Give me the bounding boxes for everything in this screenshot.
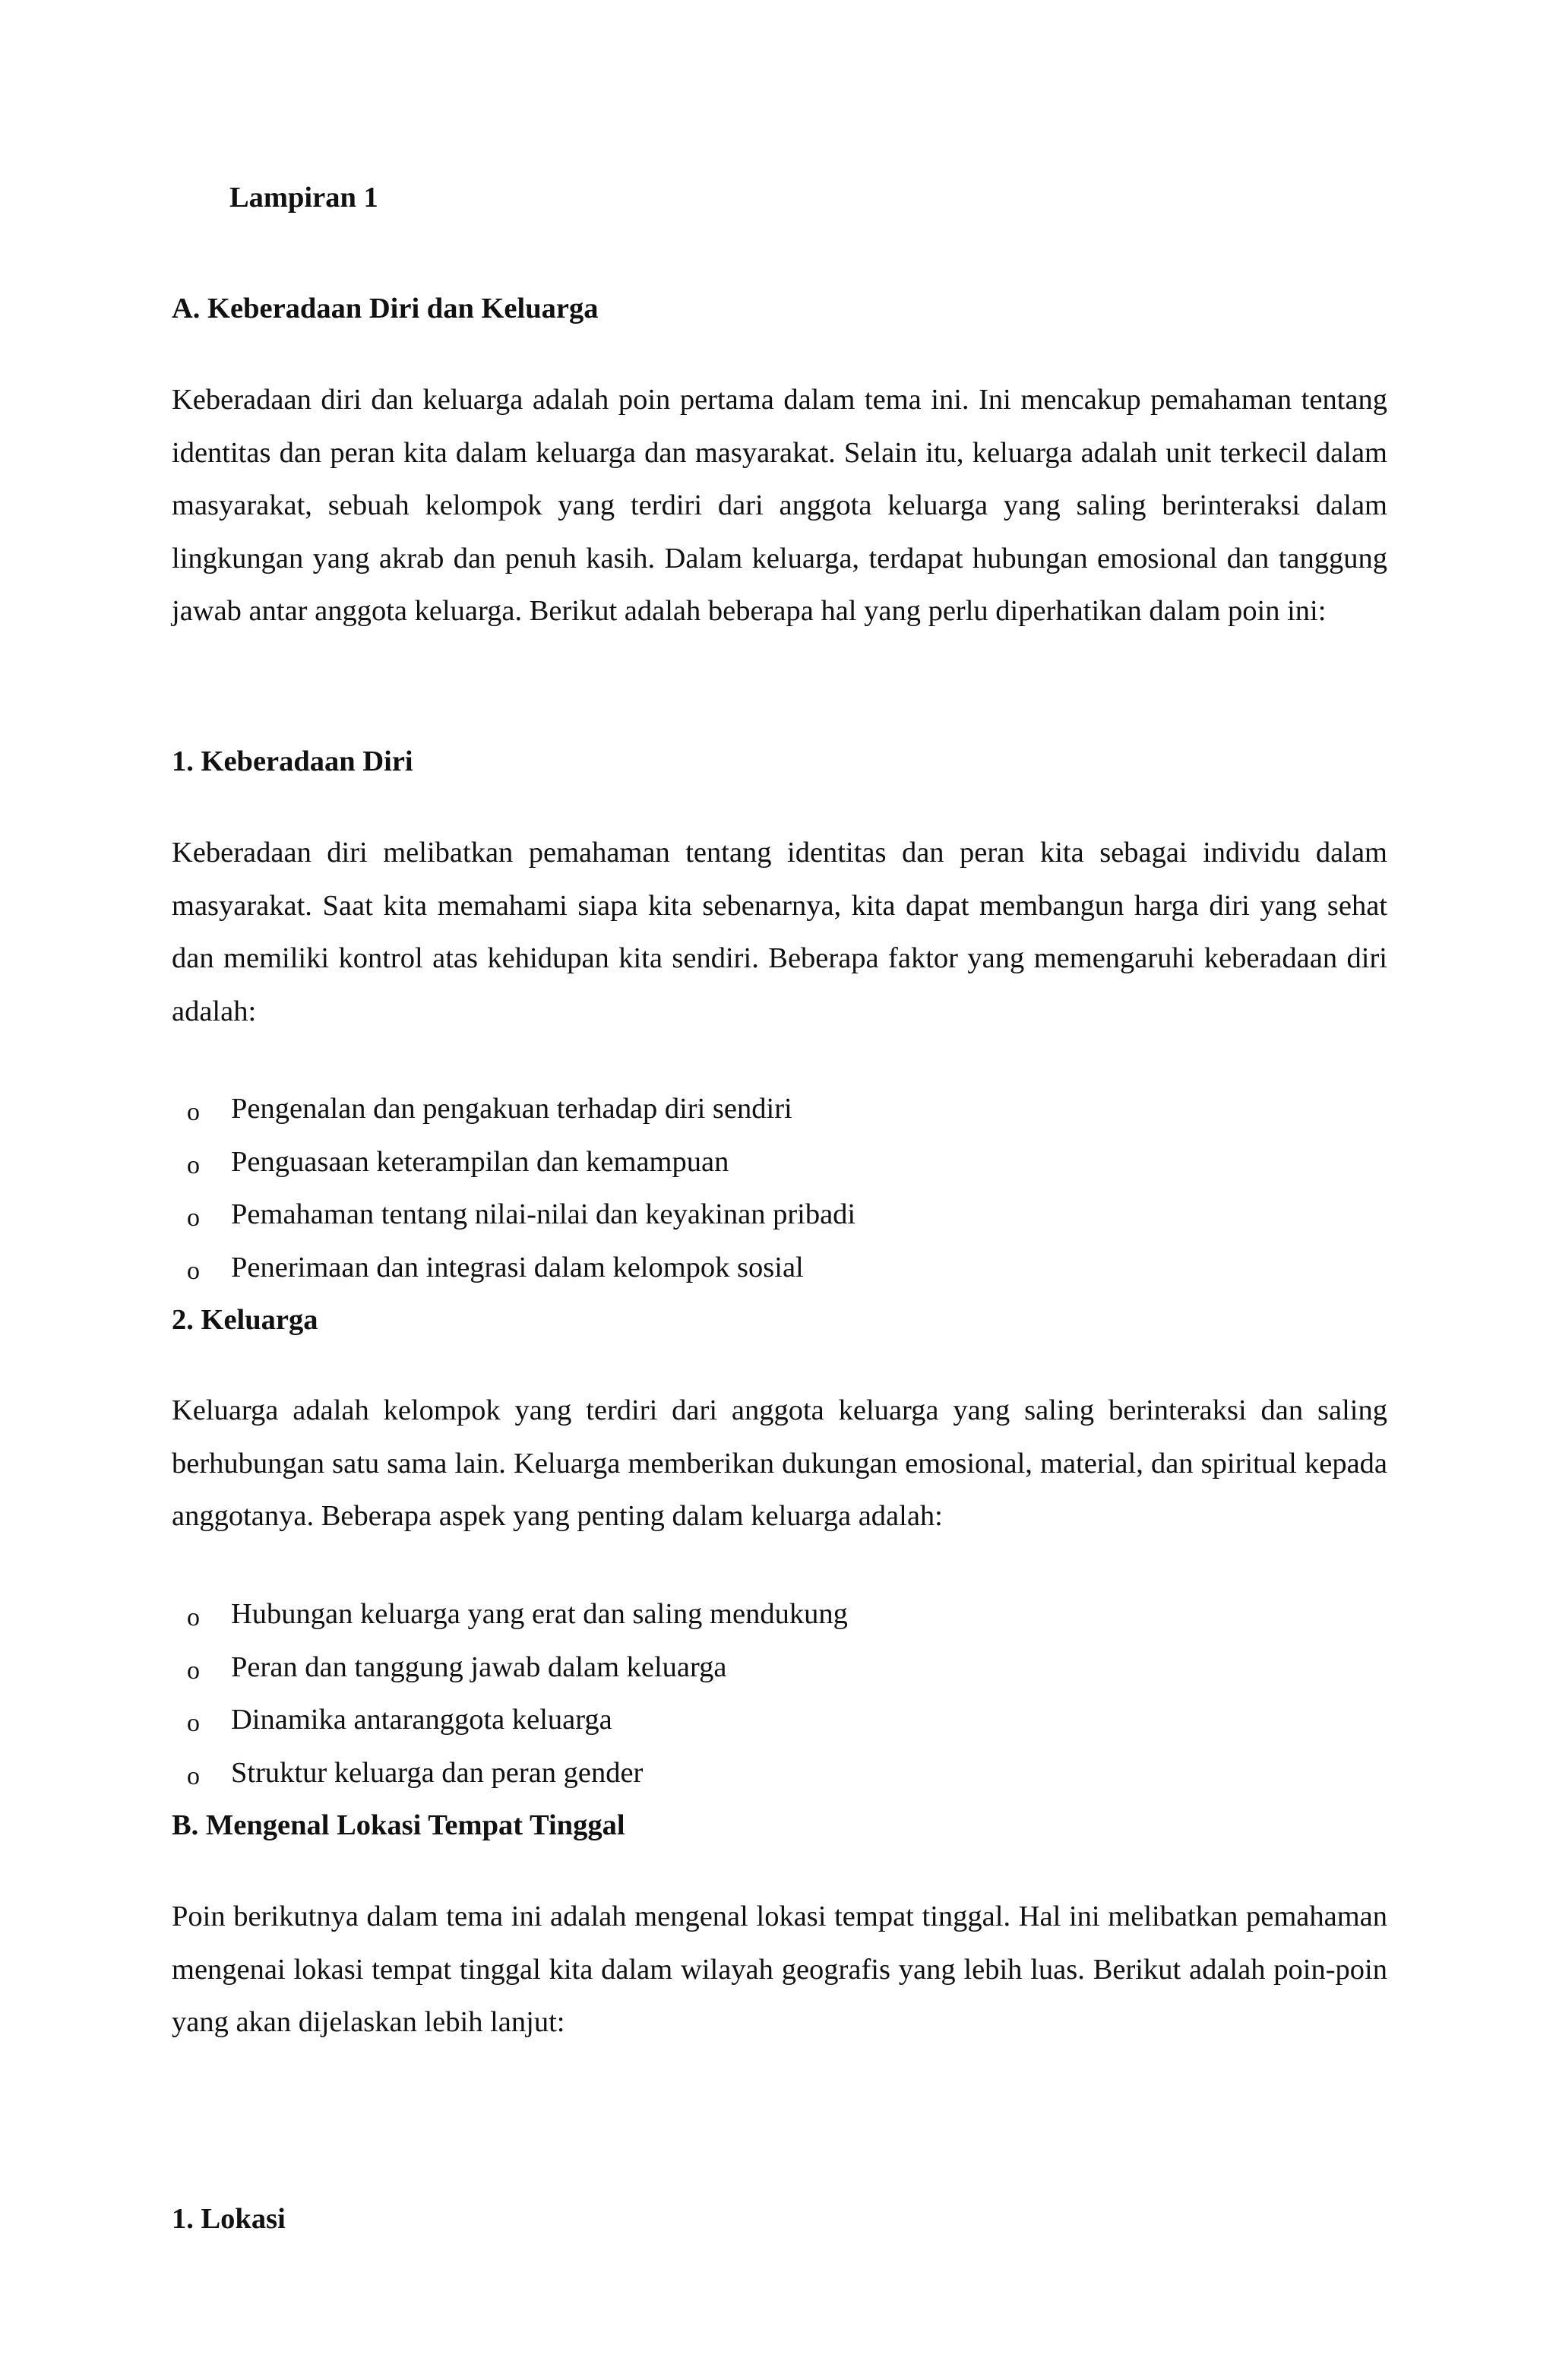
bullet-text: Hubungan keluarga yang erat dan saling mendukung — [231, 1598, 848, 1630]
bullet-marker: o — [187, 1709, 200, 1738]
bullet-marker: o — [187, 1761, 200, 1790]
list-item — [172, 1136, 1387, 1189]
bullet-text: Peran dan tanggung jawab dalam keluarga — [231, 1650, 727, 1683]
bullet-marker: o — [187, 1150, 200, 1179]
keberadaan-diri-bullet-list — [172, 1083, 1387, 1294]
list-item — [172, 1242, 1387, 1295]
bullet-marker: o — [187, 1098, 200, 1126]
bullet-text: Struktur keluarga dan peran gender — [231, 1756, 644, 1789]
section-a-paragraph: Keberadaan diri dan keluarga adalah poin pertama dalam tema ini. Ini mencakup pemahaman tentang identitas dan peran kita dalam keluarga dan masyarakat. Selain itu, keluarga adalah unit terkecil dalam masyarakat, sebuah kelompok yang terdiri dari anggota keluarga yang saling berinteraksi dalam lingkungan yang akrab dan penuh kasih. Dalam keluarga, terdapat hubungan emosional dan tanggung jawab antar anggota keluarga. Berikut adalah beberapa hal yang perlu diperhatikan dalam poin ini: — [172, 384, 1387, 628]
bullet-marker: o — [187, 1204, 200, 1233]
section-a-heading: A. Keberadaan Diri dan Keluarga — [172, 293, 599, 324]
bullet-marker: o — [187, 1256, 200, 1285]
subsection-lokasi-heading: 1. Lokasi — [172, 2203, 286, 2235]
keluarga-bullet-list — [172, 1588, 1387, 1799]
bullet-text: Penerimaan dan integrasi dalam kelompok sosial — [231, 1251, 804, 1283]
bullet-text: Dinamika antaranggota keluarga — [231, 1704, 612, 1736]
bullet-text: Penguasaan keterampilan dan kemampuan — [231, 1145, 729, 1178]
bullet-marker: o — [187, 1603, 200, 1632]
subsection-keberadaan-diri-paragraph: Keberadaan diri melibatkan pemahaman tentang identitas dan peran kita sebagai individu dalam masyarakat. Saat kita memahami siapa kita sebenarnya, kita dapat membangun harga diri yang sehat dan memiliki kontrol atas kehidupan kita sendiri. Beberapa faktor yang memengaruhi keberadaan diri adalah: — [172, 837, 1387, 1027]
section-b-paragraph: Poin berikutnya dalam tema ini adalah mengenal lokasi tempat tinggal. Hal ini melibatkan pemahaman mengenai lokasi tempat tinggal kita dalam wilayah geografis yang lebih luas. Berikut adalah poin-poin yang akan dijelaskan lebih lanjut: — [172, 1901, 1387, 2039]
list-item — [172, 1747, 1387, 1800]
section-b-heading: B. Mengenal Lokasi Tempat Tinggal — [172, 1809, 625, 1841]
subsection-keluarga-heading: 2. Keluarga — [172, 1304, 318, 1336]
list-item — [172, 1694, 1387, 1747]
bullet-text: Pengenalan dan pengakuan terhadap diri sendiri — [231, 1093, 792, 1125]
bullet-text: Pemahaman tentang nilai-nilai dan keyakinan pribadi — [231, 1198, 856, 1231]
list-item — [172, 1188, 1387, 1242]
subsection-keluarga-paragraph: Keluarga adalah kelompok yang terdiri dari anggota keluarga yang saling berinteraksi dan saling berhubungan satu sama lain. Keluarga memberikan dukungan emosional, material, dan spiritual kepada anggotanya. Beberapa aspek yang penting dalam keluarga adalah: — [172, 1394, 1387, 1533]
list-item — [172, 1641, 1387, 1695]
list-item — [172, 1083, 1387, 1136]
list-item — [172, 1588, 1387, 1641]
subsection-keberadaan-diri-heading: 1. Keberadaan Diri — [172, 745, 413, 777]
bullet-marker: o — [187, 1656, 200, 1685]
appendix-label: Lampiran 1 — [229, 182, 378, 214]
